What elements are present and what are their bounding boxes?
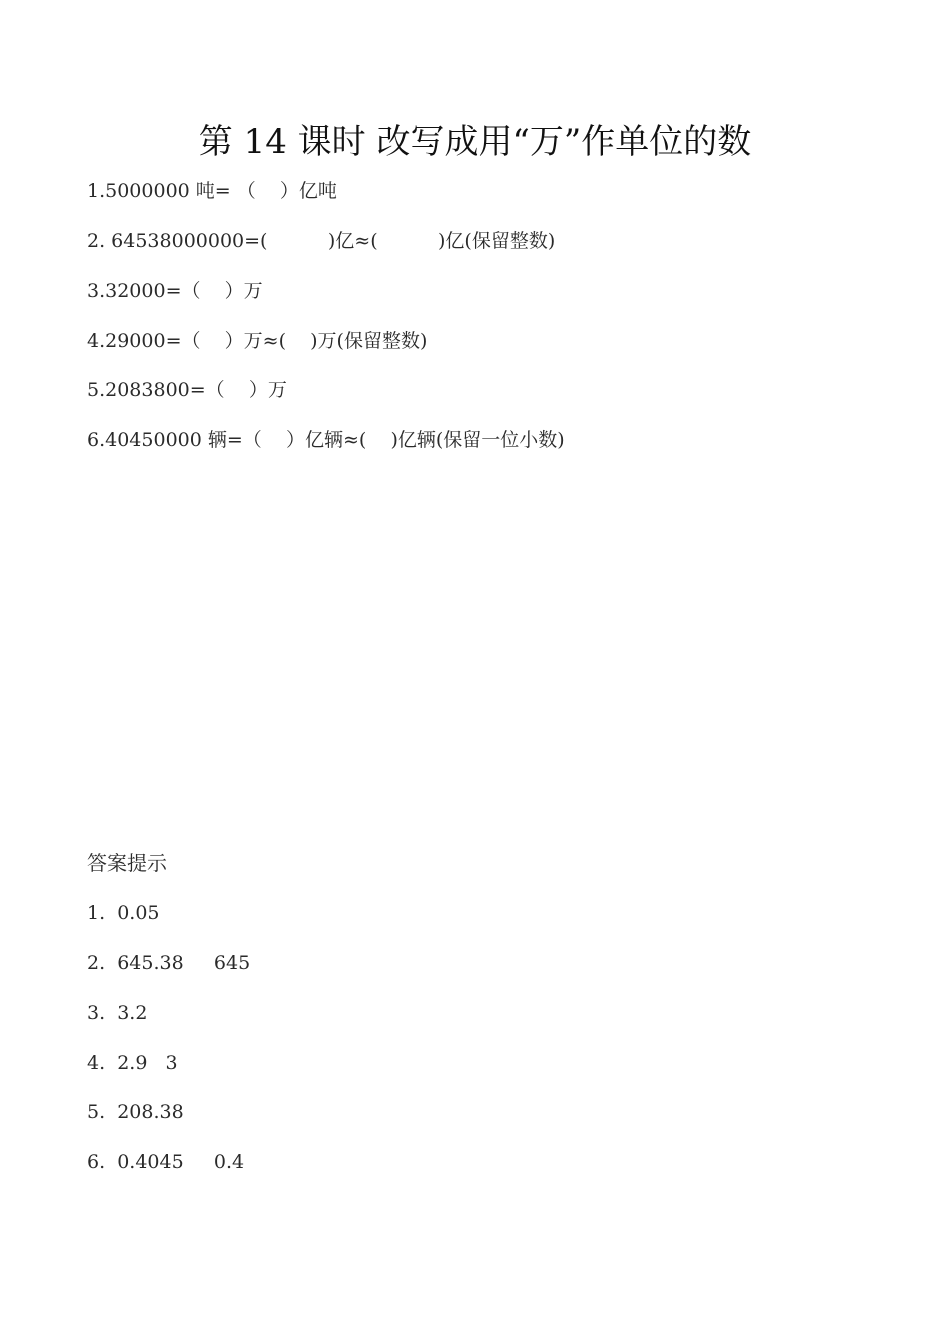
answer-4: 4. 2.9 3	[87, 1052, 178, 1074]
question-3: 3.32000=（ ）万	[87, 280, 263, 302]
question-4: 4.29000=（ ）万≈( )万(保留整数)	[87, 330, 428, 352]
answer-2: 2. 645.38 645	[87, 952, 251, 974]
question-6: 6.40450000 辆=（ ）亿辆≈( )亿辆(保留一位小数)	[87, 429, 565, 451]
answer-6: 6. 0.4045 0.4	[87, 1151, 245, 1173]
answer-3: 3. 3.2	[87, 1002, 148, 1024]
page-title: 第 14 课时 改写成用“万”作单位的数	[198, 122, 752, 162]
answer-5: 5. 208.38	[87, 1101, 184, 1123]
answer-1: 1. 0.05	[87, 902, 160, 924]
question-1: 1.5000000 吨= （ ）亿吨	[87, 180, 337, 202]
question-5: 5.2083800=（ ）万	[87, 379, 287, 401]
question-2: 2. 64538000000=( )亿≈( )亿(保留整数)	[87, 230, 556, 252]
answers-heading: 答案提示	[87, 851, 167, 875]
